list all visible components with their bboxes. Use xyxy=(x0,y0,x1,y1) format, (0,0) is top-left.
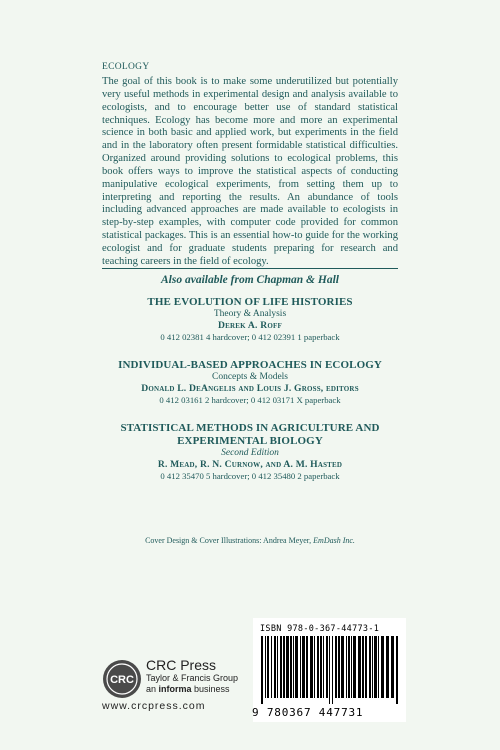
barcode-bar xyxy=(314,636,315,698)
publisher-informa: an informa business xyxy=(146,684,230,694)
barcode-bar xyxy=(346,636,347,698)
barcode-bar xyxy=(374,636,377,698)
barcode-bar xyxy=(286,636,289,698)
related-book xyxy=(102,296,398,343)
book-isbn: 0 412 35470 5 hardcover; 0 412 35480 2 paperback xyxy=(160,471,340,481)
cover-credits xyxy=(102,536,398,545)
also-available-heading: Also available from Chapman & Hall xyxy=(161,274,339,286)
crc-logo-icon xyxy=(102,659,142,699)
barcode-bar xyxy=(329,636,330,704)
book-title: STATISTICAL METHODS IN AGRICULTURE AND EXPERIMENTAL BIOLOGY xyxy=(120,422,380,447)
barcode-bar xyxy=(300,636,301,698)
barcode-bar xyxy=(323,636,324,698)
barcode-bar xyxy=(271,636,272,698)
publisher-url: www.crcpress.com xyxy=(102,700,206,712)
barcode-bar xyxy=(338,636,340,698)
book-authors: Derek A. Roff xyxy=(218,320,282,331)
barcode-bar xyxy=(353,636,356,698)
book-title: THE EVOLUTION OF LIFE HISTORIES xyxy=(147,296,353,308)
book-description: The goal of this book is to make some underutilized but potentially very useful methods in experimental design and analysis available to ecologists, and to encourage better use of standard statistical techniques. Ecology has become more and more an experimental science in both basic and applied work, but experiments in the field and in the laboratory often present formidable statistical difficulties. Organized around providing solutions to ecological problems, this book offers ways to improve the statistical aspects of conducting manipulative ecological experiments, from setting them up to interpreting and reporting the results. An abundance of tools including advanced approaches are made available to ecologists in step-by-step examples, with computer code provided for common statistical packages. This is an essential how-to guide for the working ecologist and for graduate students preparing for research and teaching careers in the field of ecology. xyxy=(102,76,398,267)
barcode-bar xyxy=(293,636,294,698)
barcode-bar xyxy=(365,636,367,698)
barcode-icon xyxy=(257,636,401,704)
publisher-group: Taylor & Francis Group xyxy=(146,673,239,683)
barcode-bar xyxy=(326,636,328,698)
book-authors: R. Mead, R. N. Curnow, and A. M. Hasted xyxy=(157,459,343,470)
barcode-bar xyxy=(265,636,266,698)
crc-logo-text: CRC xyxy=(110,674,134,686)
barcode-bar xyxy=(306,636,308,698)
ean-digits: 9 780367 447731 xyxy=(252,706,364,719)
category-label: ECOLOGY xyxy=(102,62,150,72)
book-subtitle: Concepts & Models xyxy=(212,372,288,382)
barcode-bar xyxy=(274,636,276,698)
barcode-bar xyxy=(391,636,394,698)
barcode-bar xyxy=(362,636,364,698)
barcode-bar xyxy=(302,636,305,698)
book-isbn: 0 412 02381 4 hardcover; 0 412 02391 1 paperback xyxy=(160,332,340,342)
barcode-bar xyxy=(348,636,350,698)
barcode-bar xyxy=(372,636,373,698)
barcode-bar xyxy=(351,636,352,698)
barcode-bar xyxy=(386,636,389,698)
barcode-bar xyxy=(280,636,282,698)
barcode-bar xyxy=(310,636,313,698)
related-book xyxy=(102,422,398,482)
barcode-bar xyxy=(396,636,398,704)
barcode-bar xyxy=(290,636,292,698)
barcode-bar xyxy=(378,636,379,698)
barcode-bar xyxy=(277,636,278,698)
credits-company: EmDash Inc. xyxy=(313,536,355,545)
barcode-bar xyxy=(341,636,344,698)
barcode-bar xyxy=(332,636,333,704)
credits-text: Cover Design & Cover Illustrations: Andrea Meyer, xyxy=(145,536,314,545)
barcode-bar xyxy=(369,636,371,698)
book-subtitle: Second Edition xyxy=(221,448,279,458)
book-title: INDIVIDUAL-BASED APPROACHES IN ECOLOGY xyxy=(118,359,382,371)
book-subtitle: Theory & Analysis xyxy=(213,309,287,319)
barcode-bar xyxy=(335,636,337,698)
barcode-bar xyxy=(358,636,361,698)
barcode-bar xyxy=(261,636,263,704)
related-book xyxy=(102,359,398,406)
publisher-name: CRC Press xyxy=(146,657,217,673)
book-isbn: 0 412 03161 2 hardcover; 0 412 03171 X paperback xyxy=(159,395,341,405)
barcode-bar xyxy=(381,636,384,698)
barcode-bar xyxy=(317,636,319,698)
barcode-bar xyxy=(267,636,269,698)
barcode-bar xyxy=(283,636,285,698)
related-books-list xyxy=(102,296,398,498)
isbn-label: ISBN 978-0-367-44773-1 xyxy=(260,624,380,634)
divider xyxy=(102,268,398,269)
barcode-bar xyxy=(320,636,322,698)
barcode-bar xyxy=(295,636,298,698)
book-authors: Donald L. DeAngelis and Louis J. Gross, editors xyxy=(141,383,359,394)
publisher-name-block xyxy=(146,657,238,695)
